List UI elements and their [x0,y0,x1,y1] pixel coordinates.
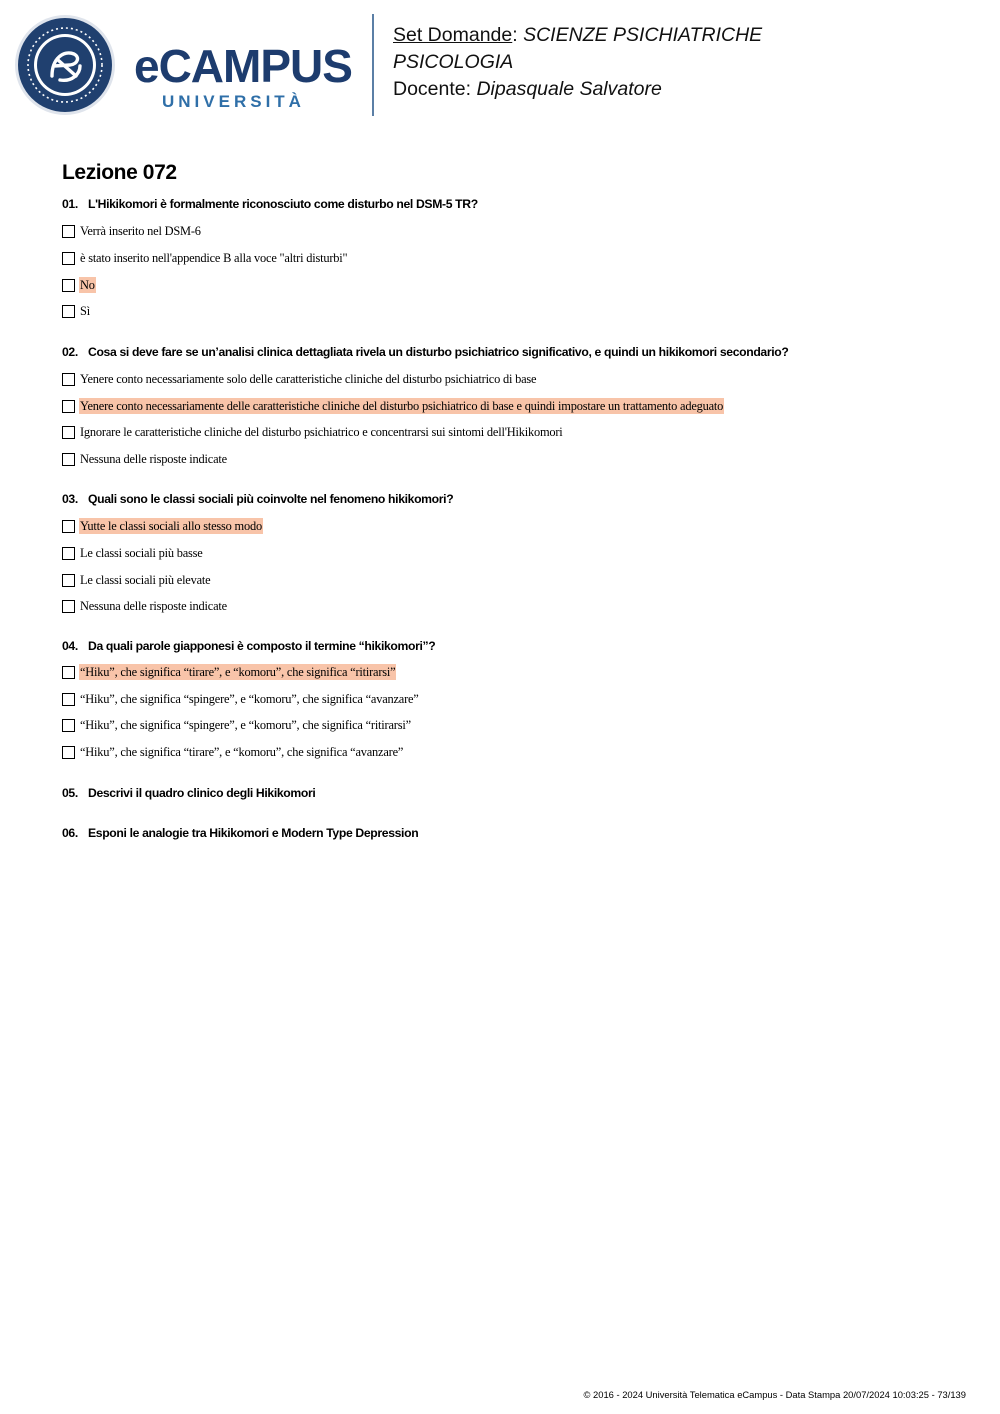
set-label: Set Domande [393,24,513,46]
checkbox[interactable] [62,574,75,587]
header-divider [372,14,374,116]
answer-text-highlighted: Yutte le classi sociali allo stesso modo [80,519,262,533]
checkbox[interactable] [62,600,75,613]
checkbox[interactable] [62,746,75,759]
question-04 [62,639,435,653]
set-line [393,22,762,49]
checkbox[interactable] [62,520,75,533]
question-number: 01. [62,197,78,211]
checkbox[interactable] [62,373,75,386]
answer-text: Sì [80,304,90,318]
answer-text: è stato inserito nell'appendice B alla voce "altri disturbi" [80,251,348,265]
answer-text: “Hiku”, che significa “spingere”, e “komoru”, che significa “ritirarsi” [80,718,411,732]
question-number: 06. [62,826,78,840]
answer-text-highlighted: No [80,278,95,292]
answer-text: Nessuna delle risposte indicate [80,452,227,466]
answer-text: Le classi sociali più elevate [80,573,211,587]
checkbox[interactable] [62,453,75,466]
answer-text: Ignorare le caratteristiche cliniche del disturbo psichiatrico e concentrarsi sui sintomi dell'Hikikomori [80,425,563,439]
answer-option-correct[interactable] [62,277,96,293]
checkbox[interactable] [62,693,75,706]
answer-option[interactable] [62,371,537,387]
answer-text: “Hiku”, che significa “spingere”, e “komoru”, che significa “avanzare” [80,692,419,706]
answer-text: Nessuna delle risposte indicate [80,599,227,613]
question-03 [62,492,453,506]
ecampus-logo [14,14,359,118]
checkbox[interactable] [62,279,75,292]
question-06 [62,826,418,840]
checkbox[interactable] [62,225,75,238]
question-text: Cosa si deve fare se un’analisi clinica dettagliata rivela un disturbo psichiatrico significativo, e quindi un hikikomori secondario? [88,345,789,359]
answer-option[interactable] [62,717,412,733]
answer-option[interactable] [62,451,228,467]
answer-text: Yenere conto necessariamente solo delle caratteristiche cliniche del disturbo psichiatrico di base [80,372,537,386]
question-text: Quali sono le classi sociali più coinvolte nel fenomeno hikikomori? [88,492,454,506]
answer-option[interactable] [62,598,228,614]
answer-option[interactable] [62,744,404,760]
teacher-name: Dipasquale Salvatore [476,78,662,100]
teacher-label: Docente: [393,78,477,100]
set-line-2 [393,49,513,76]
checkbox[interactable] [62,547,75,560]
set-value-cont: PSICOLOGIA [393,51,514,73]
answer-option-correct[interactable] [62,398,724,414]
answer-option[interactable] [62,250,348,266]
question-05 [62,786,315,800]
checkbox[interactable] [62,426,75,439]
answer-option-correct[interactable] [62,518,263,534]
answer-option-correct[interactable] [62,664,396,680]
answer-option[interactable] [62,424,564,440]
ecampus-seal-icon [15,15,115,115]
logo-brand-text: eCAMPUS [134,40,352,92]
checkbox[interactable] [62,252,75,265]
checkbox[interactable] [62,666,75,679]
question-number: 03. [62,492,78,506]
answer-text-highlighted: Yenere conto necessariamente delle caratteristiche cliniche del disturbo psichiatrico di base e quindi impostare un trattamento adeguato [80,399,724,413]
page-footer: © 2016 - 2024 Università Telematica eCampus - Data Stampa 20/07/2024 10:03:25 - 73/139 [583,1389,966,1400]
question-text: Esponi le analogie tra Hikikomori e Modern Type Depression [88,826,419,840]
answer-text: Verrà inserito nel DSM-6 [80,224,201,238]
set-value: SCIENZE PSICHIATRICHE [523,24,763,46]
answer-option[interactable] [62,223,202,239]
question-text: L'Hikikomori è formalmente riconosciuto come disturbo nel DSM-5 TR? [88,197,478,211]
checkbox[interactable] [62,305,75,318]
question-text: Da quali parole giapponesi è composto il termine “hikikomori”? [88,639,436,653]
question-02 [62,345,788,359]
question-number: 05. [62,786,78,800]
question-01 [62,197,478,211]
answer-text: “Hiku”, che significa “tirare”, e “komoru”, che significa “avanzare” [80,745,404,759]
question-number: 04. [62,639,78,653]
answer-option[interactable] [62,303,91,319]
answer-text-highlighted: “Hiku”, che significa “tirare”, e “komoru”, che significa “ritirarsi” [80,665,396,679]
answer-text: Le classi sociali più basse [80,546,203,560]
teacher-line [393,76,662,103]
checkbox[interactable] [62,400,75,413]
checkbox[interactable] [62,719,75,732]
answer-option[interactable] [62,691,420,707]
logo-sub-text: UNIVERSITÀ [162,92,305,111]
question-text: Descrivi il quadro clinico degli Hikikomori [88,786,316,800]
set-separator: : [512,24,524,46]
lesson-title: Lezione 072 [62,161,177,184]
answer-option[interactable] [62,572,211,588]
question-number: 02. [62,345,78,359]
answer-option[interactable] [62,545,204,561]
